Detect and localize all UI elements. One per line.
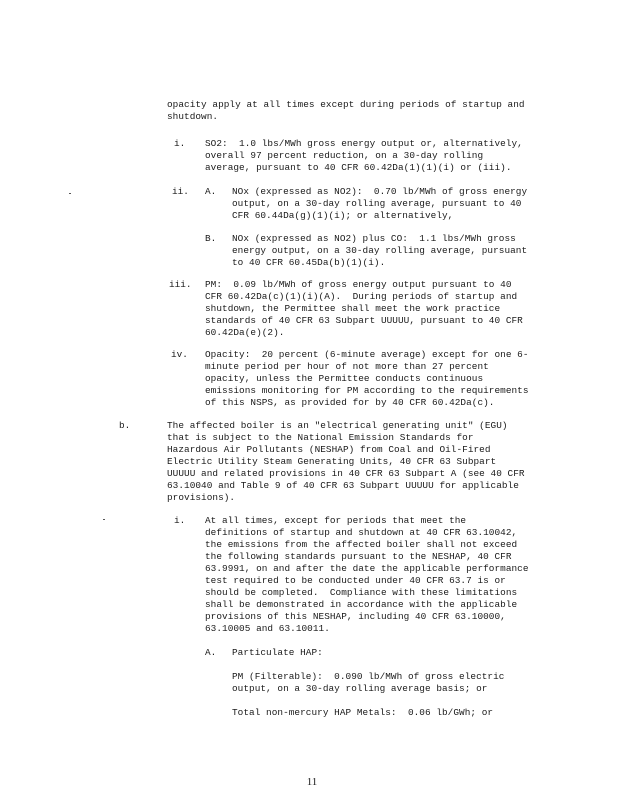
text-line: overall 97 percent reduction, on a 30-day rolling xyxy=(205,150,484,161)
text-line: average, pursuant to 40 CFR 60.42Da(1)(1)(i) or (iii). xyxy=(205,162,512,173)
text-line: 60.42Da(e)(2). xyxy=(205,327,285,338)
page-number: 11 xyxy=(306,776,318,788)
item-marker: i. xyxy=(174,515,186,526)
text-line: NOx (expressed as NO2) plus CO: 1.1 lbs/MWh gross xyxy=(232,233,516,244)
text-line: provisions of this NESHAP, including 40 CFR 63.10000, xyxy=(205,611,506,622)
scan-speck xyxy=(103,519,105,520)
text-line: provisions). xyxy=(167,492,236,503)
text-line: opacity, unless the Permittee conducts continuous xyxy=(205,373,484,384)
text-line: of this NSPS, as provided for by 40 CFR 60.42Da(c). xyxy=(205,397,495,408)
subitem-heading: Particulate HAP: xyxy=(232,647,323,658)
text-line: PM (Filterable): 0.090 lb/MWh of gross electric xyxy=(232,671,505,682)
text-line: Hazardous Air Pollutants (NESHAP) from Coal and Oil-Fired xyxy=(167,444,491,455)
text-line: standards of 40 CFR 63 Subpart UUUUU, pursuant to 40 CFR xyxy=(205,315,523,326)
text-line: At all times, except for periods that meet the xyxy=(205,515,467,526)
text-line: that is subject to the National Emission Standards for xyxy=(167,432,474,443)
text-line: should be completed. Compliance with these limitations xyxy=(205,587,518,598)
text-line: PM: 0.09 lb/MWh of gross energy output pursuant to 40 xyxy=(205,279,512,290)
item-marker: i. xyxy=(174,138,186,149)
text-line: The affected boiler is an "electrical generating unit" (EGU) xyxy=(167,420,508,431)
subitem-marker: A. xyxy=(205,647,217,658)
text-line: NOx (expressed as NO2): 0.70 lb/MWh of gross energy xyxy=(232,186,528,197)
text-line: shall be demonstrated in accordance with the applicable xyxy=(205,599,518,610)
text-line: output, on a 30-day rolling average, pursuant to 40 xyxy=(232,198,522,209)
text-line: 63.9991, on and after the date the applicable performance xyxy=(205,563,529,574)
text-line: the following standards pursuant to the NESHAP, 40 CFR xyxy=(205,551,512,562)
item-marker: iv. xyxy=(171,349,188,360)
text-line: 63.10040 and Table 9 of 40 CFR 63 Subpart UUUUU for applicable xyxy=(167,480,519,491)
subitem-marker: B. xyxy=(205,233,217,244)
text-line: CFR 60.44Da(g)(1)(i); or alternatively, xyxy=(232,210,454,221)
text-line: minute period per hour of not more than 27 percent xyxy=(205,361,489,372)
text-line: Electric Utility Steam Generating Units, 40 CFR 63 Subpart xyxy=(167,456,497,467)
text-line: to 40 CFR 60.45Da(b)(1)(i). xyxy=(232,257,386,268)
text-line: 63.10005 and 63.10011. xyxy=(205,623,330,634)
item-marker: iii. xyxy=(169,279,192,290)
scan-speck xyxy=(69,193,71,194)
text-line: Opacity: 20 percent (6-minute average) except for one 6- xyxy=(205,349,529,360)
text-line: UUUUU and related provisions in 40 CFR 63 Subpart A (see 40 CFR xyxy=(167,468,525,479)
text-line: definitions of startup and shutdown at 40 CFR 63.10042, xyxy=(205,527,518,538)
text-line: output, on a 30-day rolling average basis; or xyxy=(232,683,488,694)
item-marker: b. xyxy=(119,420,131,431)
text-line: SO2: 1.0 lbs/MWh gross energy output or, alternatively, xyxy=(205,138,523,149)
text-line: the emissions from the affected boiler shall not exceed xyxy=(205,539,518,550)
text-line: energy output, on a 30-day rolling average, pursuant xyxy=(232,245,528,256)
text-line: Total non-mercury HAP Metals: 0.06 lb/GWh; or xyxy=(232,707,494,718)
text-line: test required to be conducted under 40 CFR 63.7 is or xyxy=(205,575,506,586)
subitem-marker: A. xyxy=(205,186,217,197)
text-line: shutdown, the Permittee shall meet the work practice xyxy=(205,303,501,314)
text-line: CFR 60.42Da(c)(1)(i)(A). During periods of startup and xyxy=(205,291,518,302)
text-line: shutdown. xyxy=(167,111,219,122)
text-line: opacity apply at all times except during periods of startup and xyxy=(167,99,525,110)
item-marker: ii. xyxy=(172,186,189,197)
text-line: emissions monitoring for PM according to the requirements xyxy=(205,385,529,396)
